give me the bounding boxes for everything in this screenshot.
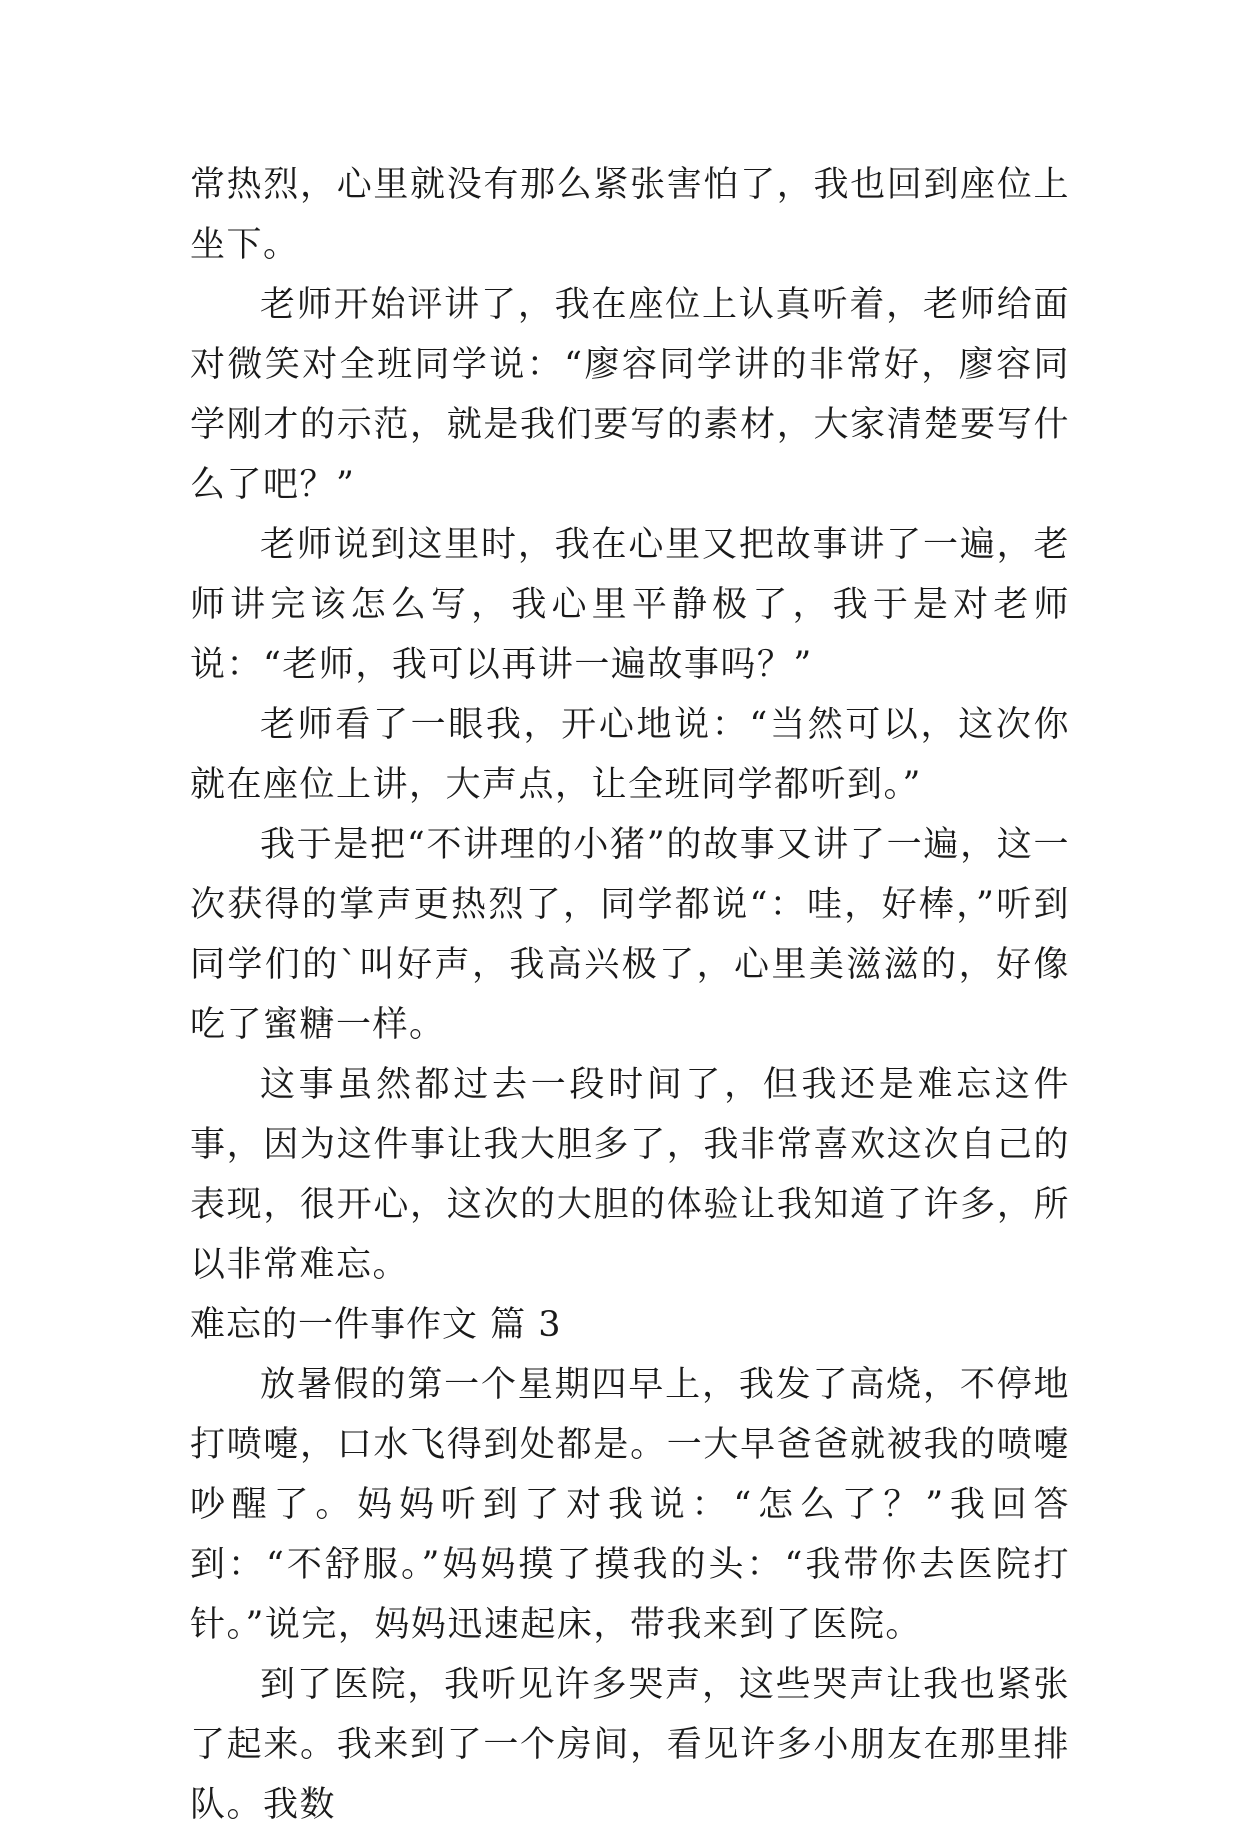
paragraph: 放暑假的第一个星期四早上，我发了高烧，不停地打喷嚏，口水飞得到处都是。一大早爸爸就被我的喷嚏吵醒了。妈妈听到了对我说：“怎么了？”我回答到：“不舒服。”妈妈摸了摸我的头：“我带你去医院打针。”说完，妈妈迅速起床，带我来到了医院。 — [190, 1365, 1070, 1645]
paragraph: 老师开始评讲了，我在座位上认真听着，老师给面对微笑对全班同学说：“廖容同学讲的非常好，廖容同学刚才的示范，就是我们要写的素材，大家清楚要写什么了吧？” — [190, 285, 1070, 505]
paragraph: 常热烈，心里就没有那么紧张害怕了，我也回到座位上坐下。 — [190, 165, 1070, 265]
paragraph: 这事虽然都过去一段时间了，但我还是难忘这件事，因为这件事让我大胆多了，我非常喜欢这次自己的表现，很开心，这次的大胆的体验让我知道了许多，所以非常难忘。 — [190, 1065, 1070, 1285]
paragraph: 老师说到这里时，我在心里又把故事讲了一遍，老师讲完该怎么写，我心里平静极了，我于是对老师说：“老师，我可以再讲一遍故事吗？” — [190, 525, 1070, 685]
essay-body — [190, 155, 1070, 1835]
section-heading: 难忘的一件事作文 篇 3 — [190, 1305, 562, 1345]
paragraph: 老师看了一眼我，开心地说：“当然可以，这次你就在座位上讲，大声点，让全班同学都听到。” — [190, 705, 1070, 805]
paragraph: 我于是把“不讲理的小猪”的故事又讲了一遍，这一次获得的掌声更热烈了，同学都说“：哇，好棒，”听到同学们的`叫好声，我高兴极了，心里美滋滋的，好像吃了蜜糖一样。 — [190, 825, 1070, 1045]
paragraph: 到了医院，我听见许多哭声，这些哭声让我也紧张了起来。我来到了一个房间，看见许多小朋友在那里排队。我数 — [190, 1665, 1070, 1825]
